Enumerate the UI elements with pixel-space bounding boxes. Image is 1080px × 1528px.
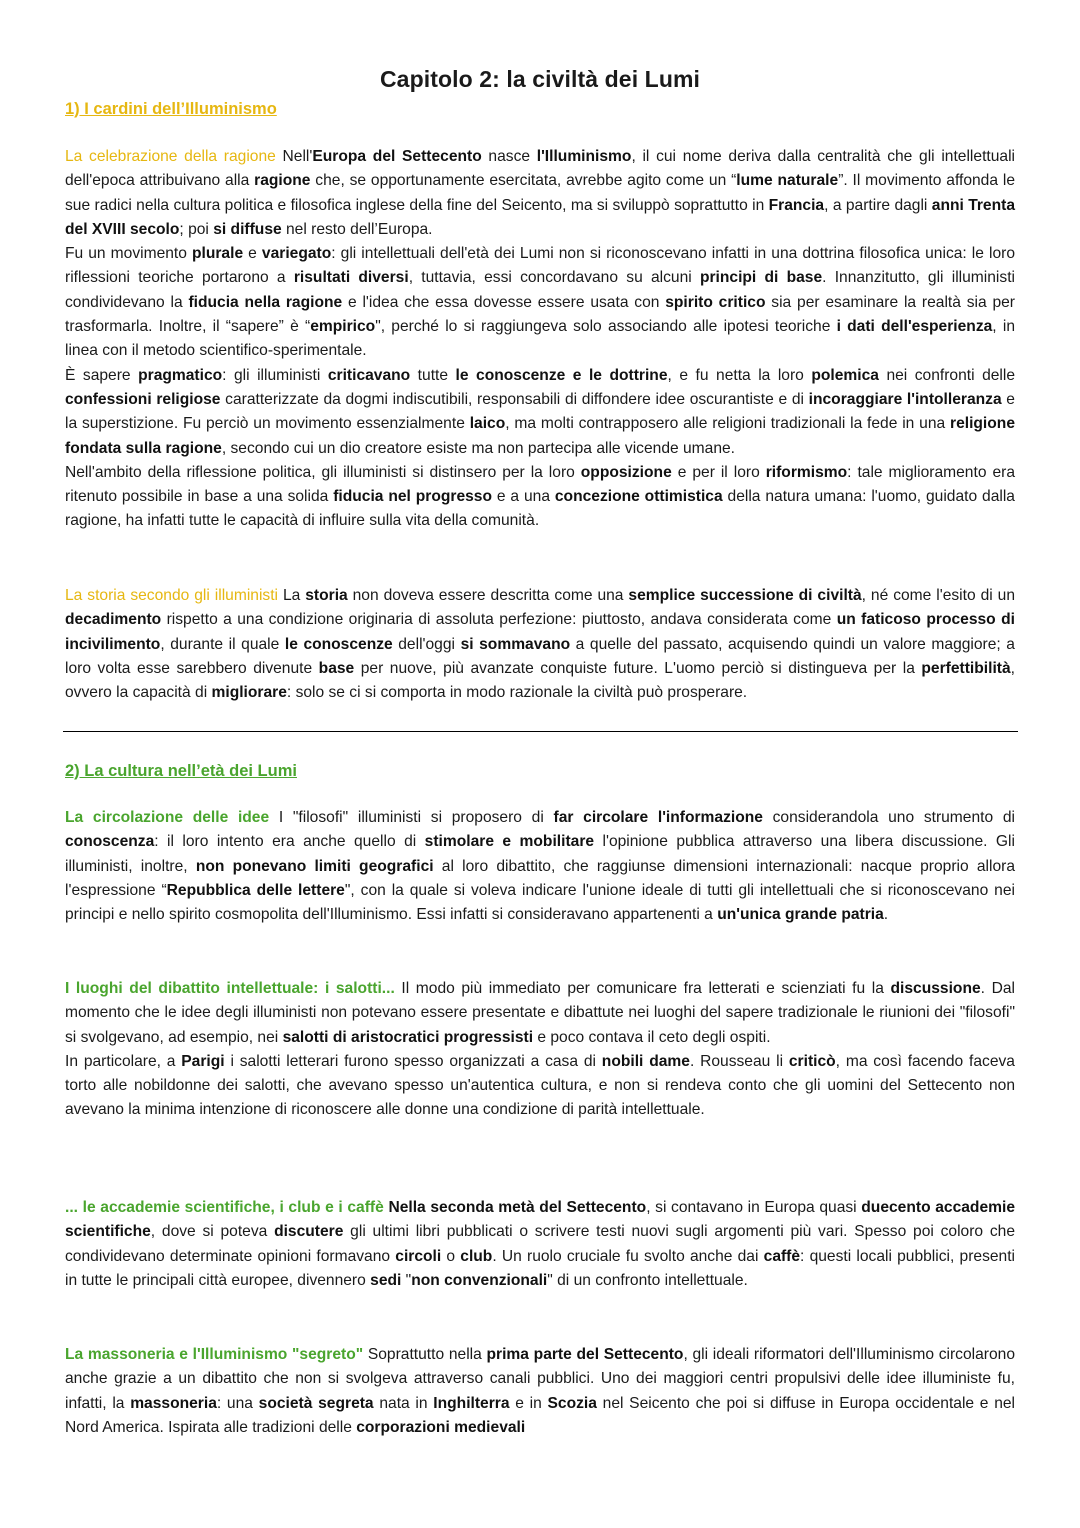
bold-run: ragione (254, 172, 311, 190)
bold-run: variegato (261, 245, 332, 263)
page-title: Capitolo 2: la civiltà dei Lumi (379, 66, 701, 92)
paragraph-idee (65, 806, 1015, 927)
bold-run: stimolare e mobilitare (424, 833, 595, 851)
text-run: I "filosofi" illuministi si proposero di (269, 809, 554, 826)
bold-run: opposizione (580, 463, 672, 481)
text-run: Il modo più immediato per comunicare fra letterati e scienziati fu la (394, 980, 891, 997)
text-run: e in (509, 1394, 548, 1412)
bold-run: concezione ottimistica (554, 488, 723, 506)
section-heading-1: 1) I cardini dell’Illuminismo (65, 100, 277, 118)
text-run: nel resto dell’Europa. (281, 220, 433, 238)
bold-run: confessioni religiose (65, 390, 221, 408)
bold-run: Repubblica delle lettere (166, 881, 345, 899)
bold-run: i dati dell'esperienza (836, 318, 993, 336)
text-run: i salotti letterari furono spesso organizzati a casa di (224, 1052, 602, 1070)
bold-run: sedi (370, 1271, 402, 1289)
paragraph-massoneria (65, 1343, 1015, 1440)
bold-run: perfettibilità (921, 659, 1011, 677)
bold-run: club (460, 1247, 493, 1265)
text-run: tutte (410, 366, 456, 384)
text-run: e a una (492, 488, 555, 506)
text-run: , né come l'esito di un (861, 587, 1015, 604)
bold-run: conoscenza (65, 833, 155, 851)
bold-run: Parigi (181, 1052, 225, 1070)
bold-run: pragmatico (138, 366, 223, 384)
paragraph-storia (65, 584, 1015, 705)
bold-run: laico (469, 415, 506, 433)
bold-run: si sommavano (460, 635, 571, 653)
text-run: , durante il quale (160, 635, 285, 653)
text-run: . Dal momento che le idee degli illuministi non potevano essere presentate e dibattute nei luoghi del sapere tradizionale le riunioni dei "filosofi" si svolgevano, ad esempio, nei (65, 980, 1015, 1046)
section-divider (63, 731, 1018, 732)
text-run: ”. Il movimento affonda le sue radici nella cultura politica e filosofica inglese della fine del Seicento, ma si sviluppò soprattutto in (65, 172, 1015, 214)
text-run: e (243, 245, 262, 263)
section2-text-idee (65, 806, 1015, 927)
section2-text-salotti (65, 977, 1015, 1123)
paragraph-salotti (65, 977, 1015, 1050)
text-run: : gli illuministi (222, 366, 328, 384)
paragraph-lead: I luoghi del dibattito intellettuale: i salotti... (65, 980, 395, 997)
paragraph-lead: La massoneria e l'Illuminismo "segreto" (65, 1346, 364, 1363)
paragraph-accademie (65, 1196, 1015, 1293)
bold-run: circoli (395, 1247, 442, 1265)
text-run: . Innanzitutto, gli illuministi condividevano la (65, 269, 1015, 311)
text-run: , secondo cui un dio creatore esiste ma non partecipa alle vicende umane. (221, 439, 736, 457)
text-run: considerandola uno strumento di (762, 809, 1015, 826)
text-run: che, se opportunamente esercitata, avrebbe agito come un “ (310, 172, 737, 190)
bold-run: religione fondata sulla ragione (65, 415, 1015, 457)
text-run: e poco contava il ceto degli ospiti. (533, 1028, 771, 1046)
bold-run: fiducia nella ragione (188, 293, 343, 311)
text-run: , ma molti contrapposero alle religioni tradizionali la fede in una (505, 415, 950, 433)
text-run: " di un confronto intellettuale. (547, 1271, 748, 1289)
bold-run: anni Trenta del XVIII secolo (65, 196, 1015, 238)
section2-text-accademie (65, 1196, 1015, 1293)
bold-run: storia (305, 587, 348, 604)
text-run: , a partire dagli (824, 196, 932, 214)
paragraph-lead: La storia secondo gli illuministi (65, 587, 279, 604)
bold-run: le conoscenze e le dottrine (455, 366, 668, 384)
bold-run: decadimento (65, 611, 162, 629)
bold-run: caffè (763, 1247, 801, 1265)
text-run: Nell' (275, 148, 313, 165)
bold-run: empirico (310, 318, 376, 336)
bold-run: riformismo (765, 463, 848, 481)
bold-run: spirito critico (665, 293, 766, 311)
text-run: ; poi (179, 220, 214, 238)
text-run: È sapere (65, 366, 139, 384)
section2-text-massoneria (65, 1343, 1015, 1440)
bold-run: lume naturale (736, 172, 839, 190)
text-run: , il cui nome deriva dalla centralità che gli intellettuali dell'epoca attribuivano alla (65, 148, 1016, 190)
bold-run: incoraggiare l'intolleranza (808, 390, 1002, 408)
text-run: : solo se ci si comporta in modo razionale la civiltà può prosperare. (286, 684, 748, 702)
text-run: sia per esaminare la realtà sia per trasformarla. Inoltre, il “sapere” è “ (65, 293, 1015, 336)
bold-run: risultati diversi (293, 269, 409, 287)
text-run: . Un ruolo cruciale fu svolto anche dai (492, 1247, 764, 1265)
paragraph-ragione (65, 145, 1015, 242)
text-run: " (401, 1271, 412, 1289)
text-run: al loro dibattito, che raggiunse dimensioni internazionali: nacque proprio allora l'espressione “ (65, 857, 1015, 899)
text-run: , si contavano in Europa quasi (646, 1199, 862, 1216)
text-run: , ma così facendo faceva torto alle nobildonne dei salotti, che avevano spesso un'autentica cultura, e non si rendeva conto che gli uomini del Settecento non avevano la minima intenzione di riconoscere alle donne una condizione di parità intellettuale. (65, 1052, 1015, 1119)
bold-run: corporazioni medievali (356, 1418, 526, 1436)
paragraph-pragmatico (65, 364, 1015, 461)
text-run: . (883, 906, 889, 924)
bold-run: discussione (890, 980, 981, 997)
bold-run: criticavano (327, 366, 411, 384)
section1-text (65, 145, 1015, 534)
bold-run: principi di base (699, 269, 823, 287)
text-run: In particolare, a (65, 1052, 182, 1070)
text-run: a quelle del passato, acquisendo quindi un valore maggiore; a loro volta esse sarebbero divenute (65, 635, 1015, 677)
bold-run: salotti di aristocratici progressisti (282, 1028, 534, 1046)
paragraph-lead: La celebrazione della ragione (65, 148, 276, 165)
text-run: , e fu netta la loro (667, 366, 812, 384)
bold-run: plurale (191, 245, 244, 263)
bold-run: Nella seconda metà del Settecento (388, 1199, 647, 1216)
bold-run: nobili dame (601, 1052, 690, 1070)
text-run: : gli intellettuali dell'età dei Lumi non si riconoscevano infatti in una dottrina filosofica unica: le loro riflessioni teoriche portarono a (65, 245, 1015, 287)
text-run: , dove si poteva (150, 1223, 275, 1241)
text-run: : questi locali pubblici, presenti in tutte le principali città europee, divennero (65, 1247, 1016, 1289)
bold-run: le conoscenze (284, 635, 393, 653)
text-run: per nuove, più avanzate conquiste future. L'uomo perciò si distingueva per la (354, 659, 922, 677)
text-run: e la superstizione. Fu perciò un movimento essenzialmente (65, 390, 1015, 433)
bold-run: si diffuse (213, 220, 282, 238)
paragraph-politica (65, 461, 1015, 534)
text-run: , gli ideali riformatori dell'Illuminismo circolarono anche grazie a un dibattito che non si svolgeva attraverso canali pubblici. Uno dei maggiori centri propulsivi delle idee illuministe fu, infatti, la (65, 1346, 1015, 1412)
text-run: : il loro intento era anche quello di (154, 833, 425, 851)
text-run: : una (216, 1394, 259, 1412)
bold-run: un'unica grande patria (717, 906, 884, 924)
bold-run: non ponevano limiti geografici (195, 857, 434, 875)
text-run: nasce (481, 148, 537, 165)
bold-run: far circolare l'informazione (553, 809, 763, 826)
bold-run: duecento accademie scientifiche (65, 1199, 1015, 1241)
bold-run: discutere (274, 1223, 344, 1241)
bold-run: Scozia (547, 1394, 597, 1412)
paragraph-lead: ... le accademie scientifiche, i club e i caffè (65, 1199, 384, 1216)
section1-text-storia (65, 584, 1015, 705)
bold-run: base (318, 659, 355, 677)
bold-run: massoneria (130, 1394, 217, 1412)
bold-run: polemica (811, 366, 879, 384)
text-run: nata in (373, 1394, 434, 1412)
paragraph-plurale (65, 242, 1015, 363)
text-run: e l'idea che essa dovesse essere usata con (342, 293, 666, 311)
text-run: Fu un movimento (65, 245, 192, 263)
paragraph-parigi (65, 1050, 1015, 1123)
bold-run: semplice successione di civiltà (628, 587, 862, 604)
text-run: : tale miglioramento era ritenuto possibile in base a una solida (65, 463, 1015, 506)
paragraph-lead: La circolazione delle idee (65, 809, 270, 826)
text-run: e per il loro (671, 463, 766, 481)
text-run: nel Seicento che poi si diffuse in Europa occidentale e nel Nord America. Ispirata alle tradizioni delle (65, 1394, 1016, 1436)
bold-run: criticò (788, 1052, 836, 1070)
bold-run: prima parte del Settecento (486, 1346, 684, 1363)
text-run: , in linea con il metodo scientifico-sperimentale. (65, 318, 1015, 360)
text-run: Soprattutto nella (363, 1346, 487, 1363)
text-run: non doveva essere descritta come una (347, 587, 629, 604)
text-run: dell'oggi (392, 635, 461, 653)
text-run: rispetto a una condizione originaria di assoluta perfezione: piuttosto, andava considerata come (161, 611, 837, 629)
text-run: ", con la quale si voleva indicare l'unione ideale di tutti gli intellettuali che si riconoscevano nei principi e nello spirito cosmopolita dell'Illuminismo. Essi infatti si consideravano appartenenti a (65, 881, 1015, 924)
bold-run: un faticoso processo di incivilimento (65, 611, 1015, 653)
bold-run: fiducia nel progresso (333, 488, 492, 506)
text-run: o (441, 1247, 461, 1265)
text-run: nei confronti delle (878, 366, 1016, 384)
bold-run: società segreta (258, 1394, 374, 1412)
text-run: della natura umana: l'uomo, guidato dalla ragione, ha infatti tutte le capacità di influire sulla vita della comunità. (65, 488, 1015, 530)
bold-run: non convenzionali (411, 1271, 548, 1289)
bold-run: Francia (768, 196, 825, 214)
bold-run: l'Illuminismo (536, 148, 632, 165)
text-run: caratterizzate da dogmi indiscutibili, responsabili di diffondere idee oscurantiste e di (220, 390, 809, 408)
text-run: gli ultimi libri pubblicati o scrivere testi nuovi sugli argomenti più vari. Spesso poi coloro che condividevano determinate opinioni formavano (65, 1223, 1015, 1265)
text-run: . Rousseau li (689, 1052, 789, 1070)
text-run: La (278, 587, 306, 604)
bold-run: migliorare (211, 684, 287, 702)
bold-run: Inghilterra (433, 1394, 510, 1412)
text-run: , tuttavia, essi concordavano su alcuni (408, 269, 700, 287)
text-run: ", perché lo si raggiungeva solo associando alle ipotesi teoriche (375, 318, 837, 336)
bold-run: Europa del Settecento (312, 148, 482, 165)
text-run: l'opinione pubblica attraverso una libera discussione. Gli illuministi, inoltre, (65, 833, 1015, 875)
text-run: Nell'ambito della riflessione politica, gli illuministi si distinsero per la loro (65, 463, 581, 481)
text-run: , ovvero la capacità di (65, 659, 1015, 702)
section-heading-2: 2) La cultura nell’età dei Lumi (65, 762, 297, 780)
